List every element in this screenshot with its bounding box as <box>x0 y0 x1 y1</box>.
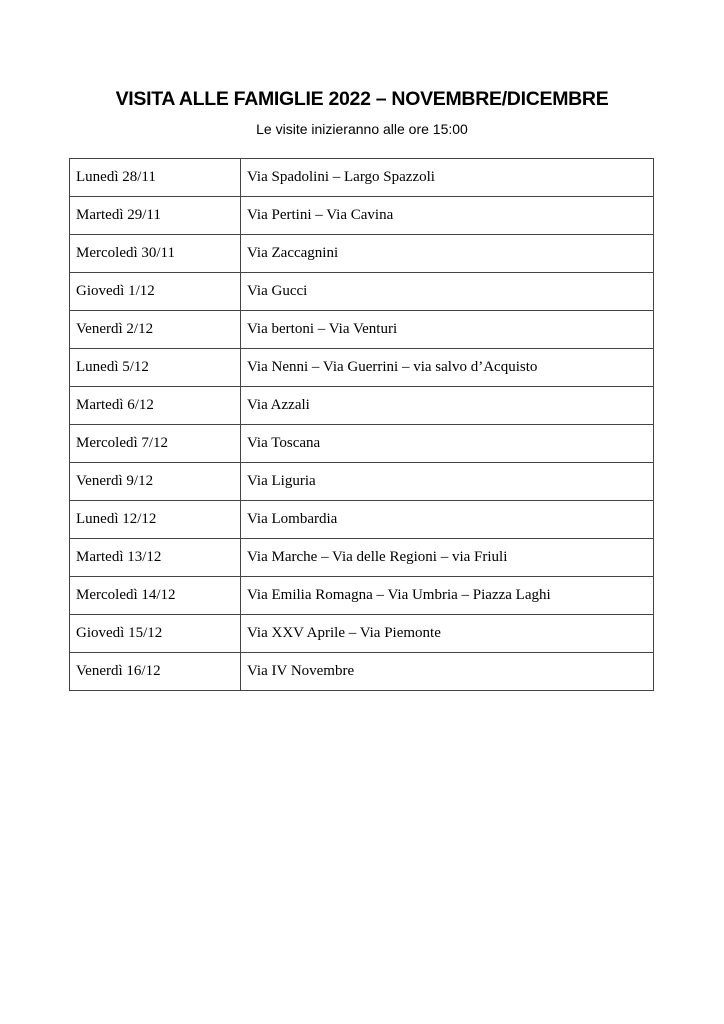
day-cell: Martedì 13/12 <box>70 539 241 577</box>
streets-cell: Via Marche – Via delle Regioni – via Friuli <box>241 539 654 577</box>
day-cell: Mercoledì 14/12 <box>70 577 241 615</box>
schedule-table <box>69 158 654 691</box>
day-cell: Lunedì 5/12 <box>70 349 241 387</box>
day-cell: Giovedì 1/12 <box>70 273 241 311</box>
table-row <box>70 615 654 653</box>
day-cell: Mercoledì 7/12 <box>70 425 241 463</box>
table-row <box>70 387 654 425</box>
streets-cell: Via Zaccagnini <box>241 235 654 273</box>
day-cell: Lunedì 28/11 <box>70 159 241 197</box>
table-row <box>70 501 654 539</box>
streets-cell: Via Gucci <box>241 273 654 311</box>
table-row <box>70 577 654 615</box>
day-cell: Venerdì 2/12 <box>70 311 241 349</box>
streets-cell: Via XXV Aprile – Via Piemonte <box>241 615 654 653</box>
streets-cell: Via Liguria <box>241 463 654 501</box>
table-row <box>70 235 654 273</box>
day-cell: Venerdì 9/12 <box>70 463 241 501</box>
document-subtitle: Le visite inizieranno alle ore 15:00 <box>256 121 468 137</box>
streets-cell: Via Emilia Romagna – Via Umbria – Piazza Laghi <box>241 577 654 615</box>
day-cell: Lunedì 12/12 <box>70 501 241 539</box>
table-row <box>70 463 654 501</box>
day-cell: Giovedì 15/12 <box>70 615 241 653</box>
table-row <box>70 425 654 463</box>
streets-cell: Via Toscana <box>241 425 654 463</box>
streets-cell: Via Pertini – Via Cavina <box>241 197 654 235</box>
day-cell: Mercoledì 30/11 <box>70 235 241 273</box>
document-title: VISITA ALLE FAMIGLIE 2022 – NOVEMBRE/DICEMBRE <box>115 88 609 110</box>
table-row <box>70 197 654 235</box>
table-row <box>70 273 654 311</box>
streets-cell: Via bertoni – Via Venturi <box>241 311 654 349</box>
table-row <box>70 311 654 349</box>
table-row <box>70 539 654 577</box>
table-row <box>70 349 654 387</box>
table-row <box>70 653 654 691</box>
streets-cell: Via Nenni – Via Guerrini – via salvo d’Acquisto <box>241 349 654 387</box>
streets-cell: Via Azzali <box>241 387 654 425</box>
day-cell: Martedì 29/11 <box>70 197 241 235</box>
streets-cell: Via IV Novembre <box>241 653 654 691</box>
day-cell: Venerdì 16/12 <box>70 653 241 691</box>
streets-cell: Via Spadolini – Largo Spazzoli <box>241 159 654 197</box>
table-row <box>70 159 654 197</box>
streets-cell: Via Lombardia <box>241 501 654 539</box>
day-cell: Martedì 6/12 <box>70 387 241 425</box>
